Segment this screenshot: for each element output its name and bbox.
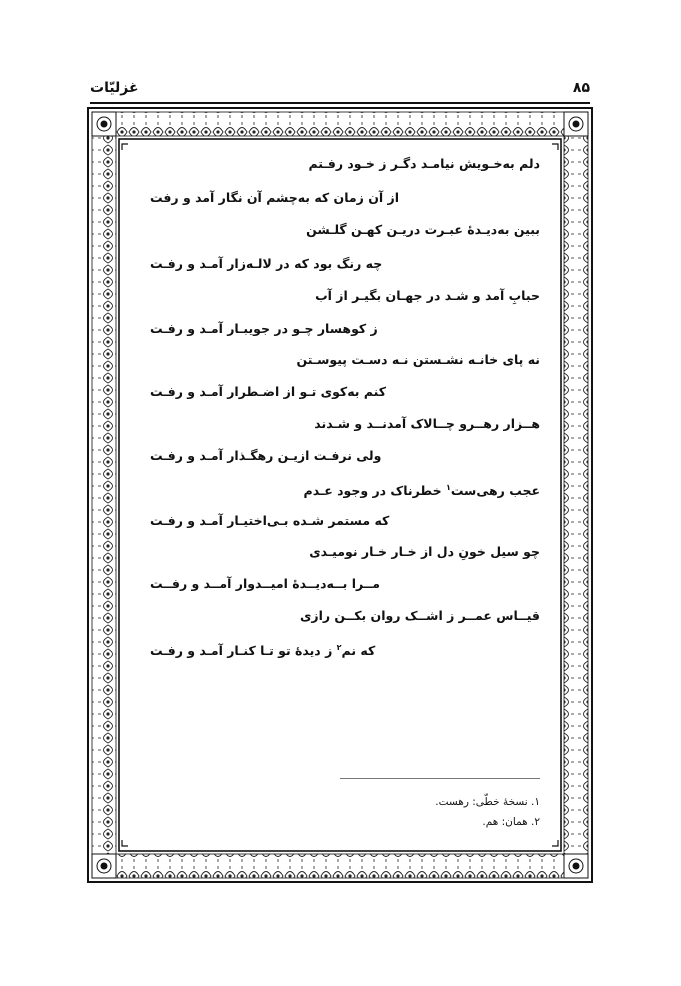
verse-text-part: عجب رهی‌ست (450, 483, 540, 499)
verse-text-part: خطرناک در وجود عـدم (303, 483, 446, 499)
footnote-rule (340, 778, 540, 779)
verse-line-with-note (150, 638, 375, 658)
verse-line: چه رنگ بود که در لالـه‌زار آمـد و رفـت (150, 256, 383, 271)
section-title: غزلیّات (90, 80, 139, 96)
left-band (92, 136, 116, 854)
footnote-1: ۱. نسخهٔ خطّی: رهست. (435, 796, 540, 808)
bottom-band (92, 854, 588, 878)
verse-line: دلم به‌خـویش نیامـد دگـر ز خـود رفـتم (308, 156, 540, 171)
verse-line: ولی نرفـت ازیـن رهگـذار آمـد و رفـت (150, 448, 382, 463)
footnote-marker: ۲ (336, 643, 342, 652)
verse-line: هــزار رهــرو چــالاک آمدنــد و شـدند (314, 416, 540, 431)
verse-line-with-note (304, 478, 540, 498)
verse-line: کنم به‌کوی تـو از اضـطرار آمـد و رفـت (150, 384, 386, 399)
verse-line: حبابِ آمد و شـد در جهـان بگیـر از آب (315, 288, 540, 303)
verse-line: چو سیل خونِ دل از خـار خـار نومیـدی (309, 544, 540, 559)
footnote-2: ۲. همان: هم. (482, 816, 540, 828)
verse-line: نه پای خانـه نشـستن نـه دسـت پیوسـتن (296, 352, 540, 367)
page-number: ۸۵ (572, 80, 590, 96)
verse-line: ز کوهسار چـو در جویبـار آمـد و رفـت (150, 321, 378, 336)
verse-line: که مستمر شـده بـی‌اختیـار آمـد و رفـت (150, 513, 390, 528)
verse-lead: که نم (341, 643, 376, 659)
verse-line: از آن زمان که به‌چشم آن نگار آمد و رفت (150, 190, 399, 205)
verse-text: ز دیدهٔ تو تـا کنـار آمـد و رفـت (150, 643, 333, 659)
footnote-marker: ۱ (445, 483, 451, 492)
verse-line: ببین به‌دیـدهٔ عبـرت دریـن کهـن گلـشن (306, 222, 540, 237)
right-band (564, 136, 588, 854)
verse-line: مــرا بــه‌دیــدهٔ امیــدوار آمــد و رفــت (150, 576, 381, 591)
top-band (92, 112, 588, 136)
verse-line: قیــاس عمــر ز اشــک روان بکــن رازی (299, 608, 540, 623)
verse-text (304, 483, 540, 498)
